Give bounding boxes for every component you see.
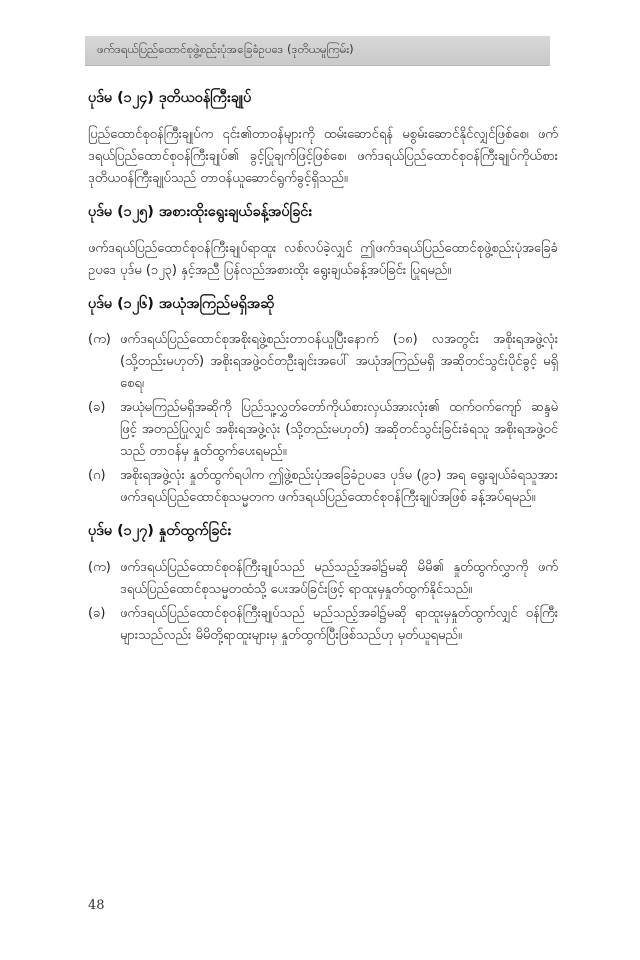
clause-text: ဖက်ဒရယ်ပြည်ထောင်စုဝန်ကြီးချုပ်သည် မည်သည့်အခါ၌မဆို ရာထူးမှနှုတ်ထွက်လျှင် ဝန်ကြီးများသည်လည်း မိမိတို့ရာထူးများမှ နှုတ်ထွက်ပြီးဖြစ်သည်ဟု မှတ်ယူရမည်။ [120, 606, 558, 643]
clause-marker: (ဂ) [88, 468, 106, 484]
clause-marker: (က) [88, 332, 111, 348]
section-126 [88, 294, 558, 510]
section-title: ပုဒ်မ (၁၂၄) ဒုတိယဝန်ကြီးချုပ် [88, 90, 252, 106]
clause-text: အယုံမကြည်မရှိအဆိုကို ပြည်သူ့လွှတ်တော်ကိုယ်စားလှယ်အားလုံး၏ ထက်ဝက်ကျော် ဆန္ဒမဲဖြင့် အတည်ပြုလျှင် အစိုးရအဖွဲ့လုံး (သို့တည်းမဟုတ်) အဆိုတင်သွင်းခြင်းခံရသူ အစိုးရအဖွဲ့ဝင်သည် တာဝန်မှ နှုတ်ထွက်ပေးရမည်။ [120, 400, 558, 460]
section-title: ပုဒ်မ (၁၂၇) နှုတ်ထွက်ခြင်း [88, 523, 232, 540]
section-paragraph: ဖက်ဒရယ်ပြည်ထောင်စုဝန်ကြီးချုပ်ရာထူး လစ်လပ်ခဲ့လျှင် ဤဖက်ဒရယ်ပြည်ထောင်စုဖွဲ့စည်းပုံအခြေခံဥပဒေ ပုဒ်မ (၁၂၃) နှင့်အညီ ပြန်လည်အစားထိုး ရွေးချယ်ခန့်အပ်ခြင်း ပြုရမည်။ [88, 240, 558, 278]
clause-list [88, 329, 558, 509]
list-item [88, 603, 558, 647]
clause-marker: (ခ) [88, 606, 106, 621]
clause-marker: (ခ) [88, 400, 106, 416]
page-number: 48 [88, 898, 105, 913]
section-127 [88, 521, 558, 647]
clause-marker: (က) [88, 560, 111, 575]
section-title: ပုဒ်မ (၁၂၅) အစားထိုးရွေးချယ်ခန့်အပ်ခြင်း [88, 203, 312, 220]
list-item [88, 329, 558, 395]
list-item [88, 397, 558, 463]
clause-text: အစိုးရအဖွဲ့လုံး နှုတ်ထွက်ရပါက ဤဖွဲ့စည်းပုံအခြေခံဥပဒေ ပုဒ်မ (၉၁) အရ ရွေးချယ်ခံရသူအား ဖက်ဒရယ်ပြည်ထောင်စုသမ္မတက ဖက်ဒရယ်ပြည်ထောင်စုဝန်ကြီးချုပ်အဖြစ် ခန့်အပ်ရမည်။ [120, 468, 558, 506]
section-124 [88, 88, 558, 190]
page-content [88, 88, 558, 659]
list-item [88, 557, 558, 601]
section-paragraph: ပြည်ထောင်စုဝန်ကြီးချုပ်က ၎င်း၏တာဝန်များကို ထမ်းဆောင်ရန် မစွမ်းဆောင်နိုင်လျှင်ဖြစ်စေ၊ ဖက်ဒရယ်ပြည်ထောင်စုဝန်ကြီးချုပ်၏ ခွင့်ပြုချက်ဖြင့်ဖြစ်စေ၊ ဖက်ဒရယ်ပြည်ထောင်စုဝန်ကြီးချုပ်ကိုယ်စား ဒုတိယဝန်ကြီးချုပ်သည် တာဝန်ယူဆောင်ရွက်ခွင့်ရှိသည်။ [88, 126, 558, 186]
list-item [88, 465, 558, 509]
clause-list [88, 557, 558, 647]
running-header [85, 36, 550, 66]
section-title: ပုဒ်မ (၁၂၆) အယုံအကြည်မရှိအဆို [88, 295, 275, 312]
running-header-title: ဖက်ဒရယ်ပြည်ထောင်စုဖွဲ့စည်းပုံအခြေခံဥပဒေ (ဒုတိယမူကြမ်း) [97, 42, 354, 56]
clause-text: ဖက်ဒရယ်ပြည်ထောင်စုအစိုးရဖွဲ့စည်းတာဝန်ယူပြီးနောက် (၁၈) လအတွင်း အစိုးရအဖွဲ့လုံး (သို့တည်းမဟုတ်) အစိုးရအဖွဲ့ဝင်တဦးချင်းအပေါ် အယုံအကြည်မရှိ အဆိုတင်သွင်းပိုင်ခွင့် မရှိစေရ၊ [120, 332, 558, 392]
clause-text: ဖက်ဒရယ်ပြည်ထောင်စုဝန်ကြီးချုပ်သည် မည်သည့်အခါ၌မဆို မိမိ၏ နှုတ်ထွက်လွှာကို ဖက်ဒရယ်ပြည်ထောင်စုသမ္မတထံသို့ ပေးအပ်ခြင်းဖြင့် ရာထူးမှနှုတ်ထွက်နိုင်သည်။ [120, 560, 558, 597]
section-125 [88, 202, 558, 282]
